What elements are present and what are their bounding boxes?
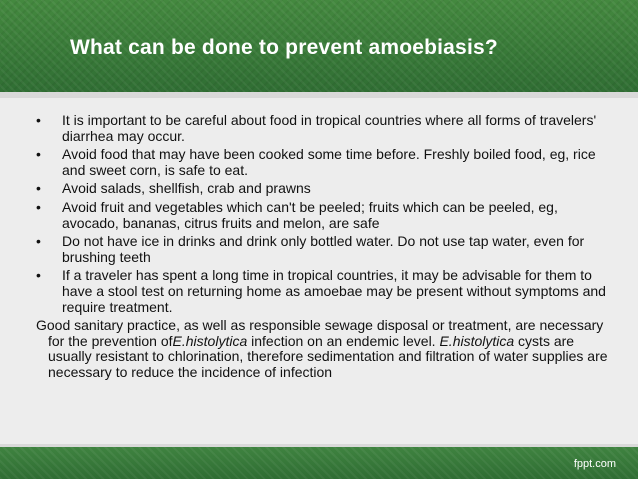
bullet-text: If a traveler has spent a long time in tropical countries, it may be advisable for them to have a stool test on returning home as amoebae may be present without symptoms and require treatment.: [62, 267, 606, 315]
bullet-icon: •: [36, 233, 41, 250]
bullet-text: Avoid fruit and vegetables which can't be peeled; fruits which can be peeled, eg, avocado, bananas, citrus fruits and melon, are safe: [62, 198, 558, 231]
footer-brand: fppt.com: [573, 458, 616, 470]
title-bar-divider: [0, 92, 638, 98]
list-item: [36, 268, 616, 315]
bullet-icon: •: [36, 146, 41, 163]
footer-bar: [0, 447, 638, 479]
bullet-list: [36, 113, 616, 315]
bullet-icon: •: [36, 112, 41, 128]
paragraph-italic-1: E.histolytica: [172, 332, 248, 349]
paragraph-italic-2: E.histolytica: [439, 332, 515, 349]
bullet-text: Avoid salads, shellfish, crab and prawns: [62, 180, 311, 197]
bullet-text: Do not have ice in drinks and drink only bottled water. Do not use tap water, even for brushing teeth: [62, 233, 585, 265]
bullet-icon: •: [36, 267, 41, 284]
paragraph-text-2: infection on an endemic level.: [247, 332, 440, 349]
bullet-text: It is important to be careful about food in tropical countries where all forms of travelers' diarrhea may occur.: [62, 112, 597, 144]
bullet-icon: •: [36, 180, 41, 197]
list-item: [36, 147, 616, 178]
slide-body: [36, 113, 616, 381]
list-item: [36, 200, 616, 231]
slide-title: What can be done to prevent amoebiasis?: [70, 36, 498, 59]
paragraph-text-3: cysts are usually resistant to chlorination, therefore sedimentation and filtration of water supplies are necessary to reduce the incidence of infection: [48, 332, 608, 380]
bullet-text: Avoid food that may have been cooked some time before. Freshly boiled food, eg, rice and sweet corn, is safe to eat.: [62, 146, 596, 178]
list-item: [36, 113, 616, 144]
bullet-icon: •: [36, 198, 41, 215]
sanitation-paragraph: [36, 318, 616, 380]
list-item: [36, 181, 616, 197]
paragraph-text-1: Good sanitary practice, as well as responsible sewage disposal or treatment, are necessary for the prevention of: [36, 317, 604, 349]
list-item: [36, 234, 616, 265]
